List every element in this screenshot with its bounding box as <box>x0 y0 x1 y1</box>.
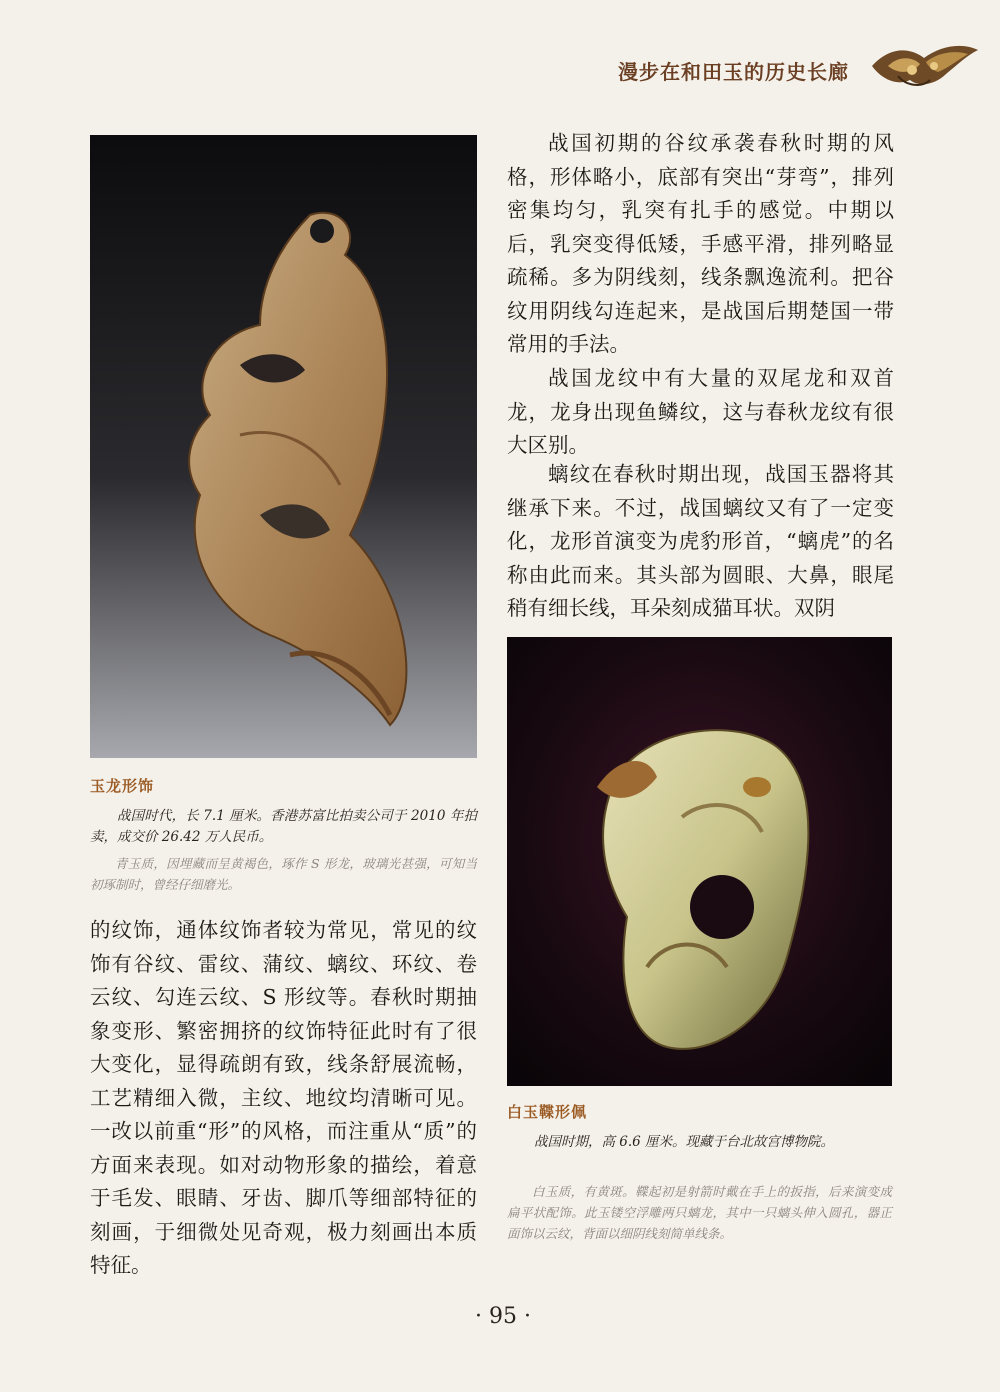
body-paragraph-chi-pattern: 螭纹在春秋时期出现，战国玉器将其继承下来。不过，战国螭纹又有了一定变化，龙形首演变为虎豹形首，“螭虎”的名称由此而来。其头部为圆眼、大鼻，眼尾稍有细长线，耳朵刻成猫耳状。双阴 <box>507 462 894 620</box>
figure-2-title: 白玉鞢形佩 <box>507 1103 588 1121</box>
white-jade-pendant-photo <box>507 637 892 1086</box>
figure-1-note: 青玉质，因埋藏而呈黄褐色，琢作 S 形龙，玻璃光甚强，可知当初琢制时，曾经仔细磨光。 <box>90 856 477 892</box>
body-paragraph-ornament-style: 的纹饰，通体纹饰者较为常见，常见的纹饰有谷纹、雷纹、蒲纹、螭纹、环纹、卷云纹、勾连云纹、S 形纹等。春秋时期抽象变形、繁密拥挤的纹饰特征此时有了很大变化，显得疏朗有致，线条舒展流畅，工艺精细入微，主纹、地纹均清晰可见。一改以前重“形”的风格，而注重从“质”的方面来表现。如对动物形象的描绘，着意于毛发、眼睛、牙齿、脚爪等细部特征的刻画，于细微处见奇观，极力刻画出本质特征。 <box>90 918 477 1277</box>
page-number: · 95 · <box>475 1304 531 1329</box>
jade-dragon-photo <box>90 135 477 758</box>
running-title: 漫步在和田玉的历史长廊 <box>618 60 849 84</box>
figure-2-note: 白玉质，有黄斑。鞢起初是射箭时戴在手上的扳指，后来演变成扁平状配饰。此玉镂空浮雕两只螭龙，其中一只螭头伸入圆孔，器正面饰以云纹，背面以细阴线刻简单线条。 <box>507 1184 892 1241</box>
cloud-scroll-ornament-icon <box>868 36 980 96</box>
body-paragraph-dragon-pattern: 战国龙纹中有大量的双尾龙和双首龙，龙身出现鱼鳞纹，这与春秋龙纹有很大区别。 <box>507 366 894 457</box>
figure-1-title: 玉龙形饰 <box>90 777 155 795</box>
figure-2-caption: 战国时期，高 6.6 厘米。现藏于台北故宫博物院。 <box>534 1134 835 1150</box>
figure-1-caption: 战国时代，长 7.1 厘米。香港苏富比拍卖公司于 2010 年拍卖，成交价 26.42 万人民币。 <box>90 808 477 845</box>
body-paragraph-grain-pattern: 战国初期的谷纹承袭春秋时期的风格，形体略小，底部有突出“芽弯”，排列密集均匀，乳突有扎手的感觉。中期以后，乳突变得低矮，手感平滑，排列略显疏稀。多为阴线刻，线条飘逸流利。把谷纹用阴线勾连起来，是战国后期楚国一带常用的手法。 <box>507 131 894 356</box>
